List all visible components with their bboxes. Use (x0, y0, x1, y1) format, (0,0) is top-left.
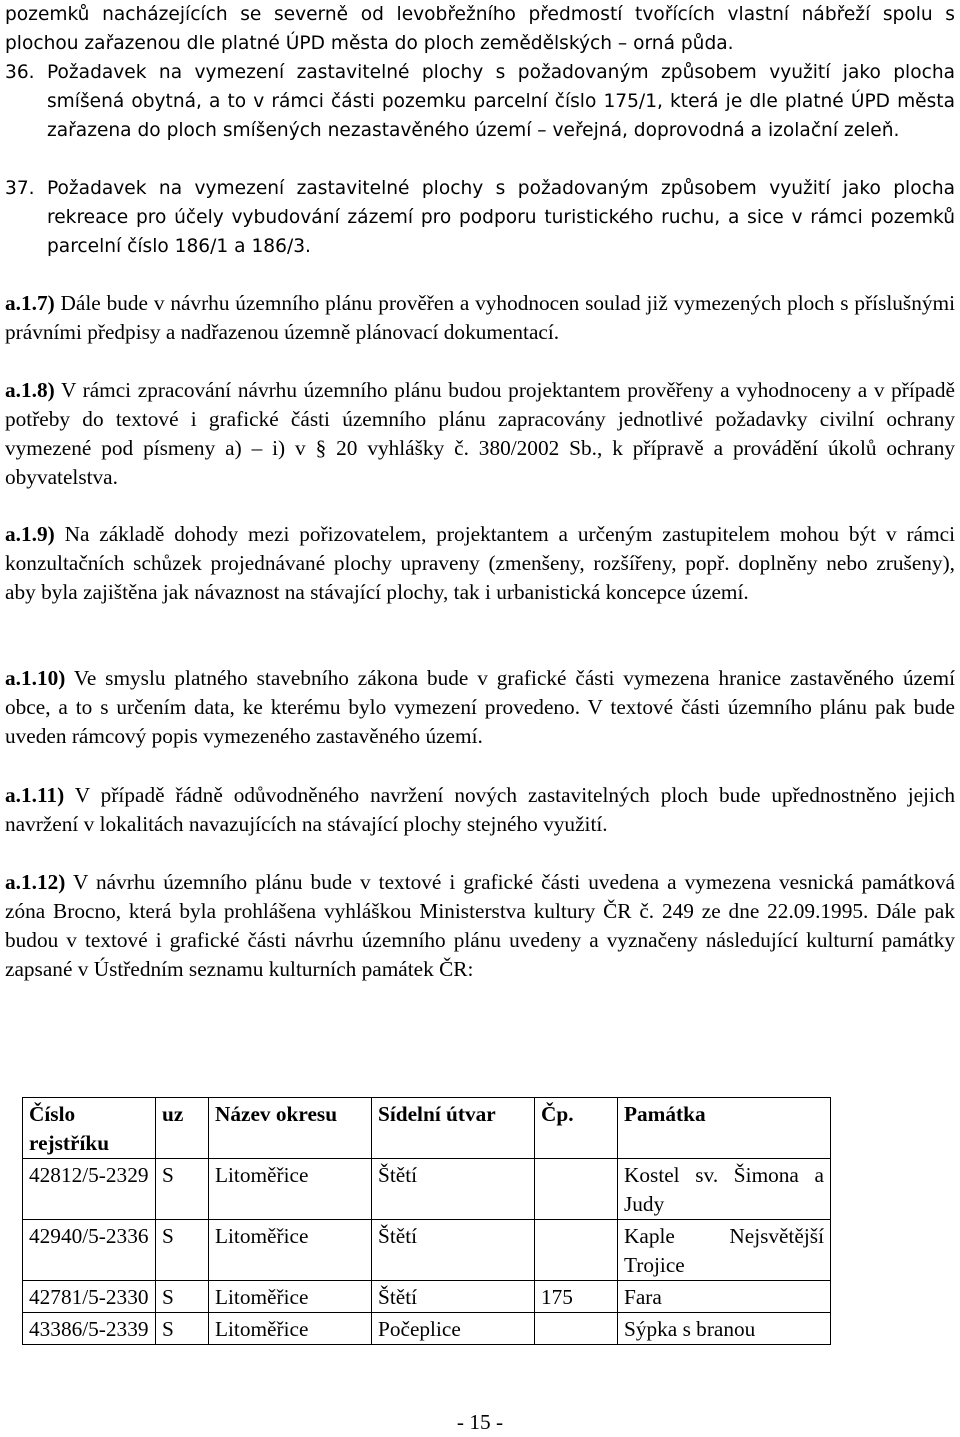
paragraph-text: Dále bude v návrhu územního plánu prověřen a vyhodnocen soulad již vymezených ploch s příslušnými právními předpisy a nadřazenou územně plánovací dokumentací. (5, 291, 955, 344)
item-number: 37. (5, 178, 35, 199)
paragraph-text: Na základě dohody mezi pořizovatelem, projektantem a určeným zastupitelem mohou být v rámci konzultačních schůzek projednávané plochy upraveny (zmenšeny, rozšířeny, popř. doplněny nebo zrušeny), aby byla zajištěna jak návaznost na stávající plochy, tak i urbanistická koncepce území. (5, 522, 955, 604)
table-cell: Kostel sv. Šimona a Judy (618, 1159, 831, 1220)
paragraph-a-1-9 (5, 520, 955, 607)
paragraph-label: a.1.9) (5, 522, 55, 546)
table-cell: Počeplice (372, 1313, 535, 1345)
table-header-row (23, 1098, 831, 1159)
table-cell: Litoměřice (209, 1159, 372, 1220)
paragraph-a-1-8 (5, 376, 955, 492)
column-header: Památka (618, 1098, 831, 1159)
table-cell: S (156, 1281, 209, 1313)
requirement-item-36 (5, 58, 955, 145)
paragraph-text: Ve smyslu platného stavebního zákona bude v grafické části vymezena hranice zastavěného území obce, a to s určením data, ke kterému bylo vymezení provedeno. V textové části územního plánu pak bude uveden rámcový popis vymezeného zastavěného území. (5, 666, 955, 748)
table-cell: Litoměřice (209, 1281, 372, 1313)
table-row (23, 1220, 831, 1281)
table-row (23, 1313, 831, 1345)
table-cell: 43386/5-2339 (23, 1313, 156, 1345)
column-header: Čp. (535, 1098, 618, 1159)
paragraph-label: a.1.8) (5, 378, 55, 402)
item-text: Požadavek na vymezení zastavitelné plochy s požadovaným způsobem využití jako plocha rekreace pro účely vybudování zázemí pro podporu turistického ruchu, a sice v rámci pozemků parcelní číslo 186/1 a 186/3. (47, 178, 955, 257)
table-cell: 42781/5-2330 (23, 1281, 156, 1313)
table-row (23, 1159, 831, 1220)
requirement-item-37 (5, 174, 955, 261)
table-cell: 42812/5-2329 (23, 1159, 156, 1220)
paragraph-text: V případě řádně odůvodněného navržení nových zastavitelných ploch bude upřednostněno jejich navržení v lokalitách navazujících na stávající plochy stejného využití. (5, 783, 955, 836)
paragraph-a-1-12 (5, 868, 955, 984)
table-cell: Fara (618, 1281, 831, 1313)
table-cell (535, 1313, 618, 1345)
table-cell: Sýpka s branou (618, 1313, 831, 1345)
table-cell: Litoměřice (209, 1220, 372, 1281)
paragraph-text: V návrhu územního plánu bude v textové i grafické části uvedena a vymezena vesnická památková zóna Brocno, která byla prohlášena vyhláškou Ministerstva kultury ČR č. 249 ze dne 22.09.1995. Dále pak budou v textové i grafické části návrhu územního plánu uvedeny a vyznačeny následující kulturní památky zapsané v Ústředním seznamu kulturních památek ČR: (5, 870, 955, 981)
column-header: uz (156, 1098, 209, 1159)
table-cell: Štětí (372, 1159, 535, 1220)
table-cell: S (156, 1220, 209, 1281)
table-cell: S (156, 1313, 209, 1345)
table-cell: Litoměřice (209, 1313, 372, 1345)
continuation-paragraph: pozemků nacházejících se severně od levobřežního předmostí tvořících vlastní nábřeží spolu s plochou zařazenou dle platné ÚPD města do ploch zemědělských – orná půda. (5, 4, 955, 54)
table-cell: 175 (535, 1281, 618, 1313)
paragraph-label: a.1.12) (5, 870, 66, 894)
paragraph-a-1-11 (5, 781, 955, 839)
table-cell: Štětí (372, 1281, 535, 1313)
table-cell: Kaple Nejsvětější Trojice (618, 1220, 831, 1281)
column-header: Název okresu (209, 1098, 372, 1159)
page-number: - 15 - (456, 1410, 504, 1434)
item-number: 36. (5, 62, 35, 83)
paragraph-label: a.1.10) (5, 666, 66, 690)
paragraph-a-1-10 (5, 664, 955, 751)
table-row (23, 1281, 831, 1313)
column-header: Číslo rejstříku (23, 1098, 156, 1159)
table-cell: 42940/5-2336 (23, 1220, 156, 1281)
table-cell: S (156, 1159, 209, 1220)
paragraph-text: V rámci zpracování návrhu územního plánu budou projektantem prověřeny a vyhodnoceny a v případě potřeby do textové i grafické části územního plánu zapracovány jednotlivé požadavky civilní ochrany vymezené pod písmeny a) – i) v § 20 vyhlášky č. 380/2002 Sb., k přípravě a provádění úkolů ochrany obyvatelstva. (5, 378, 955, 489)
table-cell: Štětí (372, 1220, 535, 1281)
column-header: Sídelní útvar (372, 1098, 535, 1159)
paragraph-label: a.1.7) (5, 291, 55, 315)
monuments-table (22, 1097, 831, 1345)
table-cell (535, 1220, 618, 1281)
table-cell (535, 1159, 618, 1220)
item-text: Požadavek na vymezení zastavitelné plochy s požadovaným způsobem využití jako plocha smíšená obytná, a to v rámci části pozemku parcelní číslo 175/1, která je dle platné ÚPD města zařazena do ploch smíšených nezastavěného území – veřejná, doprovodná a izolační zeleň. (47, 62, 955, 141)
paragraph-label: a.1.11) (5, 783, 65, 807)
paragraph-a-1-7 (5, 289, 955, 347)
